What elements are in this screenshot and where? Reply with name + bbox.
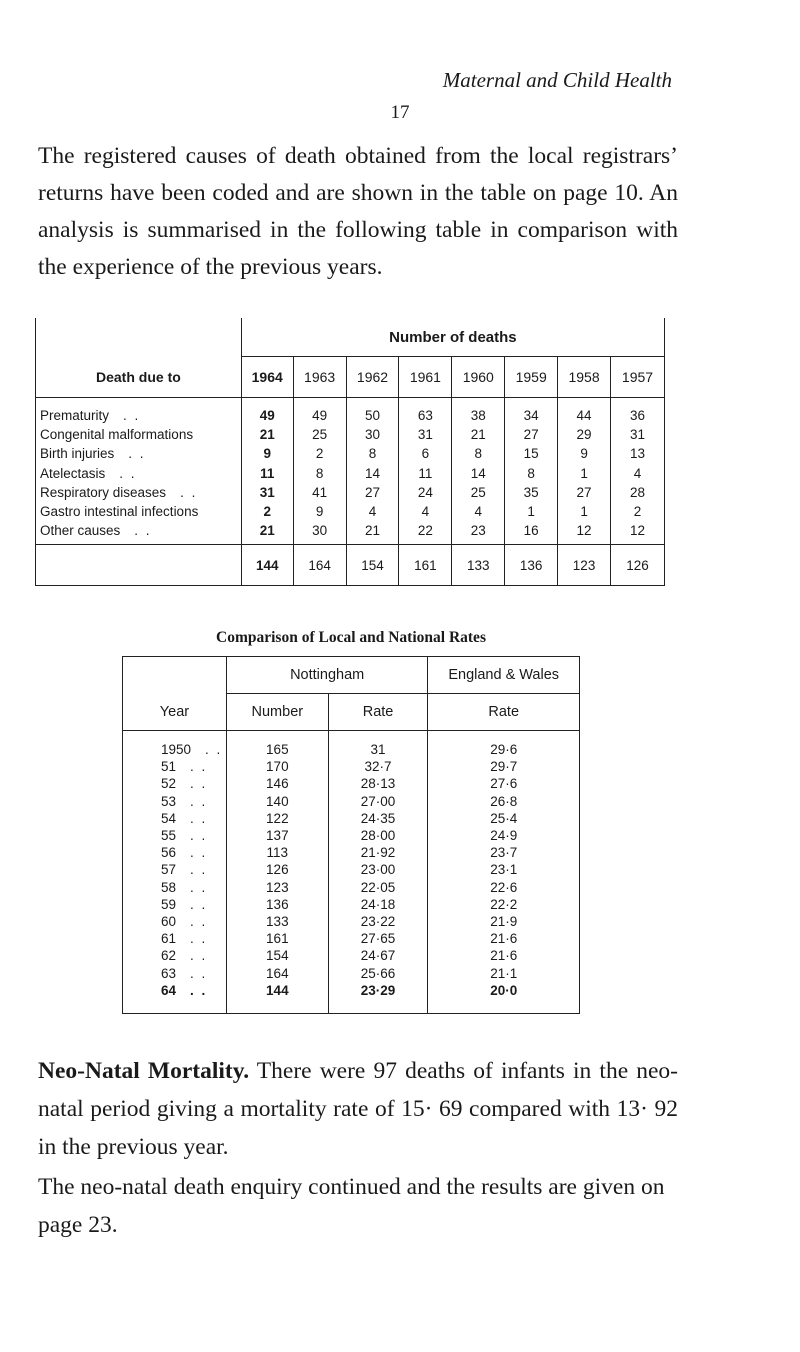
year-cell	[123, 810, 227, 827]
national-group-header: England & Wales	[428, 657, 580, 694]
cause-label: Prematurity	[40, 408, 110, 424]
total-cell: 164	[293, 545, 346, 586]
national-rate-cell: 29·6	[428, 731, 580, 759]
cause-label: Other causes	[40, 523, 121, 539]
value-cell: 14	[346, 464, 399, 483]
cause-cell	[36, 502, 242, 521]
number-cell: 161	[226, 930, 328, 947]
table-row	[123, 896, 580, 913]
page-number: 17	[390, 102, 410, 123]
national-rate-cell: 21·6	[428, 947, 580, 964]
year-cell	[123, 731, 227, 759]
value-cell: 4	[452, 502, 505, 521]
value-cell: 4	[346, 502, 399, 521]
leader-dots: . .	[190, 810, 208, 826]
value-cell: 50	[346, 398, 399, 426]
rate-cell: 23·22	[328, 913, 428, 930]
national-rate-cell: 21·9	[428, 913, 580, 930]
neonatal-text: There were 97 deaths of infants in the neo-natal period giving a mortality rate of 15· 69 compared with 13· 92 in the previous year.	[38, 1058, 679, 1160]
leader-dots: . .	[134, 523, 152, 539]
year-label: 60	[161, 913, 177, 929]
value-cell: 2	[611, 502, 665, 521]
rate-cell: 23·29	[328, 982, 428, 1014]
cause-label: Congenital malformations	[40, 427, 194, 443]
national-rate-cell: 22·2	[428, 896, 580, 913]
national-rate-cell: 21·1	[428, 964, 580, 981]
table-row	[36, 502, 665, 521]
year-header: 1957	[611, 357, 665, 398]
rate-cell: 21·92	[328, 844, 428, 861]
rate-cell: 28·13	[328, 775, 428, 792]
year-header: 1964	[241, 357, 293, 398]
table-row	[123, 913, 580, 930]
year-header: 1960	[452, 357, 505, 398]
closing-paragraph: The neo-natal death enquiry continued and the results are given on page 23.	[38, 1174, 665, 1238]
rates-table	[122, 656, 580, 1014]
leader-dots: . .	[190, 776, 208, 792]
table-row	[123, 827, 580, 844]
national-rate-cell: 29·7	[428, 758, 580, 775]
year-label: 62	[161, 948, 177, 964]
deaths-group-header: Number of deaths	[241, 318, 664, 357]
rate-cell: 23·00	[328, 861, 428, 878]
number-cell: 122	[226, 810, 328, 827]
table-row	[123, 879, 580, 896]
number-cell: 146	[226, 775, 328, 792]
table-row	[123, 947, 580, 964]
total-cell: 123	[558, 545, 611, 586]
neonatal-heading: Neo-Natal Mortality.	[38, 1058, 250, 1084]
leader-dots: . .	[128, 446, 146, 462]
rates-corner	[123, 657, 227, 694]
number-cell: 170	[226, 758, 328, 775]
year-label: 51	[161, 759, 177, 775]
year-cell	[123, 896, 227, 913]
leader-dots: . .	[123, 408, 141, 424]
year-cell	[123, 964, 227, 981]
rate-cell: 28·00	[328, 827, 428, 844]
value-cell: 15	[505, 444, 558, 463]
year-cell	[123, 775, 227, 792]
value-cell: 4	[399, 502, 452, 521]
total-cell: 144	[241, 545, 293, 586]
national-rate-cell: 26·8	[428, 793, 580, 810]
value-cell: 16	[505, 521, 558, 545]
local-group-header: Nottingham	[226, 657, 427, 694]
value-cell: 14	[452, 464, 505, 483]
leader-dots: . .	[190, 759, 208, 775]
rate-cell: 27·00	[328, 793, 428, 810]
year-header: 1963	[293, 357, 346, 398]
value-cell: 9	[293, 502, 346, 521]
cause-label: Respiratory diseases	[40, 484, 167, 500]
leader-dots: . .	[190, 948, 208, 964]
value-cell: 34	[505, 398, 558, 426]
rate-cell: 27·65	[328, 930, 428, 947]
number-cell: 137	[226, 827, 328, 844]
number-cell: 164	[226, 964, 328, 981]
value-cell: 8	[505, 464, 558, 483]
year-cell	[123, 793, 227, 810]
intro-paragraph: The registered causes of death obtained from the local registrars’ returns have been coded and are shown in the table on page 10. An analysis is summarised in the following table in comparison with the experience of the previous years.	[38, 143, 678, 280]
value-cell: 22	[399, 521, 452, 545]
running-title: Maternal and Child Health	[442, 68, 672, 92]
deaths-table-corner	[36, 318, 242, 357]
cause-cell	[36, 483, 242, 502]
national-rate-column-header: Rate	[428, 694, 580, 731]
year-cell	[123, 879, 227, 896]
value-cell: 25	[293, 425, 346, 444]
year-label: 1950	[161, 742, 192, 758]
number-cell: 154	[226, 947, 328, 964]
leader-dots: . .	[190, 896, 208, 912]
value-cell: 21	[241, 521, 293, 545]
cause-label: Gastro intestinal infections	[40, 504, 199, 520]
year-label: 64	[161, 982, 177, 998]
value-cell: 9	[558, 444, 611, 463]
value-cell: 41	[293, 483, 346, 502]
year-label: 58	[161, 879, 177, 895]
number-cell: 165	[226, 731, 328, 759]
table-row	[123, 758, 580, 775]
value-cell: 11	[399, 464, 452, 483]
value-cell: 21	[346, 521, 399, 545]
leader-dots: . .	[190, 913, 208, 929]
cause-cell	[36, 521, 242, 545]
value-cell: 27	[346, 483, 399, 502]
rate-column-header: Rate	[328, 694, 428, 731]
value-cell: 30	[293, 521, 346, 545]
national-rate-cell: 20·0	[428, 982, 580, 1014]
number-cell: 144	[226, 982, 328, 1014]
value-cell: 9	[241, 444, 293, 463]
year-header: 1959	[505, 357, 558, 398]
value-cell: 44	[558, 398, 611, 426]
table-row	[123, 982, 580, 1014]
cause-label: Birth injuries	[40, 446, 115, 462]
total-cell: 126	[611, 545, 665, 586]
value-cell: 21	[241, 425, 293, 444]
table-row	[36, 521, 665, 545]
table-row	[123, 964, 580, 981]
value-cell: 38	[452, 398, 505, 426]
year-label: 53	[161, 793, 177, 809]
year-label: 54	[161, 810, 177, 826]
year-cell	[123, 982, 227, 1014]
value-cell: 1	[505, 502, 558, 521]
value-cell: 12	[558, 521, 611, 545]
number-cell: 123	[226, 879, 328, 896]
number-column-header: Number	[226, 694, 328, 731]
totals-label-cell	[36, 545, 242, 586]
cause-cell	[36, 425, 242, 444]
leader-dots: . .	[180, 484, 198, 500]
year-cell	[123, 827, 227, 844]
value-cell: 35	[505, 483, 558, 502]
number-cell: 133	[226, 913, 328, 930]
cause-cell	[36, 444, 242, 463]
value-cell: 1	[558, 502, 611, 521]
value-cell: 29	[558, 425, 611, 444]
year-label: 63	[161, 965, 177, 981]
value-cell: 27	[505, 425, 558, 444]
number-cell: 140	[226, 793, 328, 810]
value-cell: 24	[399, 483, 452, 502]
number-cell: 136	[226, 896, 328, 913]
neonatal-paragraph	[38, 1052, 678, 1166]
number-cell: 113	[226, 844, 328, 861]
leader-dots: . .	[190, 931, 208, 947]
table-row	[123, 775, 580, 792]
value-cell: 31	[611, 425, 665, 444]
total-cell: 136	[505, 545, 558, 586]
table-row	[123, 930, 580, 947]
total-cell: 154	[346, 545, 399, 586]
value-cell: 31	[399, 425, 452, 444]
table-row	[36, 425, 665, 444]
value-cell: 27	[558, 483, 611, 502]
rate-cell: 24·35	[328, 810, 428, 827]
year-label: 57	[161, 862, 177, 878]
value-cell: 25	[452, 483, 505, 502]
year-cell	[123, 930, 227, 947]
rate-cell: 24·18	[328, 896, 428, 913]
year-cell	[123, 947, 227, 964]
cause-cell	[36, 464, 242, 483]
year-cell	[123, 861, 227, 878]
table-row	[123, 793, 580, 810]
leader-dots: . .	[190, 828, 208, 844]
value-cell: 23	[452, 521, 505, 545]
value-cell: 30	[346, 425, 399, 444]
table-row	[123, 731, 580, 759]
table-row	[123, 810, 580, 827]
value-cell: 36	[611, 398, 665, 426]
value-cell: 63	[399, 398, 452, 426]
rate-cell: 24·67	[328, 947, 428, 964]
total-cell: 161	[399, 545, 452, 586]
year-column-header: Year	[123, 694, 227, 731]
rate-cell: 25·66	[328, 964, 428, 981]
national-rate-cell: 21·6	[428, 930, 580, 947]
year-label: 61	[161, 931, 177, 947]
year-label: 59	[161, 896, 177, 912]
value-cell: 1	[558, 464, 611, 483]
cause-cell	[36, 398, 242, 426]
year-cell	[123, 758, 227, 775]
value-cell: 49	[293, 398, 346, 426]
rate-cell: 32·7	[328, 758, 428, 775]
national-rate-cell: 24·9	[428, 827, 580, 844]
table-row	[123, 861, 580, 878]
table-row	[36, 398, 665, 426]
leader-dots: . .	[190, 793, 208, 809]
year-cell	[123, 844, 227, 861]
value-cell: 2	[293, 444, 346, 463]
year-header: 1962	[346, 357, 399, 398]
year-label: 56	[161, 845, 177, 861]
cause-column-header: Death due to	[36, 357, 242, 398]
value-cell: 49	[241, 398, 293, 426]
national-rate-cell: 25·4	[428, 810, 580, 827]
value-cell: 2	[241, 502, 293, 521]
cause-label: Atelectasis	[40, 465, 106, 481]
leader-dots: . .	[205, 742, 223, 758]
leader-dots: . .	[190, 965, 208, 981]
deaths-table	[35, 318, 665, 586]
value-cell: 21	[452, 425, 505, 444]
national-rate-cell: 23·7	[428, 844, 580, 861]
value-cell: 8	[346, 444, 399, 463]
leader-dots: . .	[119, 465, 137, 481]
leader-dots: . .	[190, 982, 208, 998]
rate-cell: 31	[328, 731, 428, 759]
national-rate-cell: 23·1	[428, 861, 580, 878]
value-cell: 8	[293, 464, 346, 483]
table-row	[123, 844, 580, 861]
value-cell: 13	[611, 444, 665, 463]
table-row	[36, 444, 665, 463]
value-cell: 11	[241, 464, 293, 483]
value-cell: 28	[611, 483, 665, 502]
year-label: 55	[161, 828, 177, 844]
total-cell: 133	[452, 545, 505, 586]
table-row	[36, 483, 665, 502]
value-cell: 12	[611, 521, 665, 545]
year-label: 52	[161, 776, 177, 792]
value-cell: 6	[399, 444, 452, 463]
value-cell: 31	[241, 483, 293, 502]
rates-table-title: Comparison of Local and National Rates	[216, 629, 486, 646]
value-cell: 8	[452, 444, 505, 463]
value-cell: 4	[611, 464, 665, 483]
number-cell: 126	[226, 861, 328, 878]
year-header: 1958	[558, 357, 611, 398]
national-rate-cell: 27·6	[428, 775, 580, 792]
rate-cell: 22·05	[328, 879, 428, 896]
leader-dots: . .	[190, 845, 208, 861]
national-rate-cell: 22·6	[428, 879, 580, 896]
year-header: 1961	[399, 357, 452, 398]
leader-dots: . .	[190, 862, 208, 878]
year-cell	[123, 913, 227, 930]
leader-dots: . .	[190, 879, 208, 895]
table-row	[36, 464, 665, 483]
